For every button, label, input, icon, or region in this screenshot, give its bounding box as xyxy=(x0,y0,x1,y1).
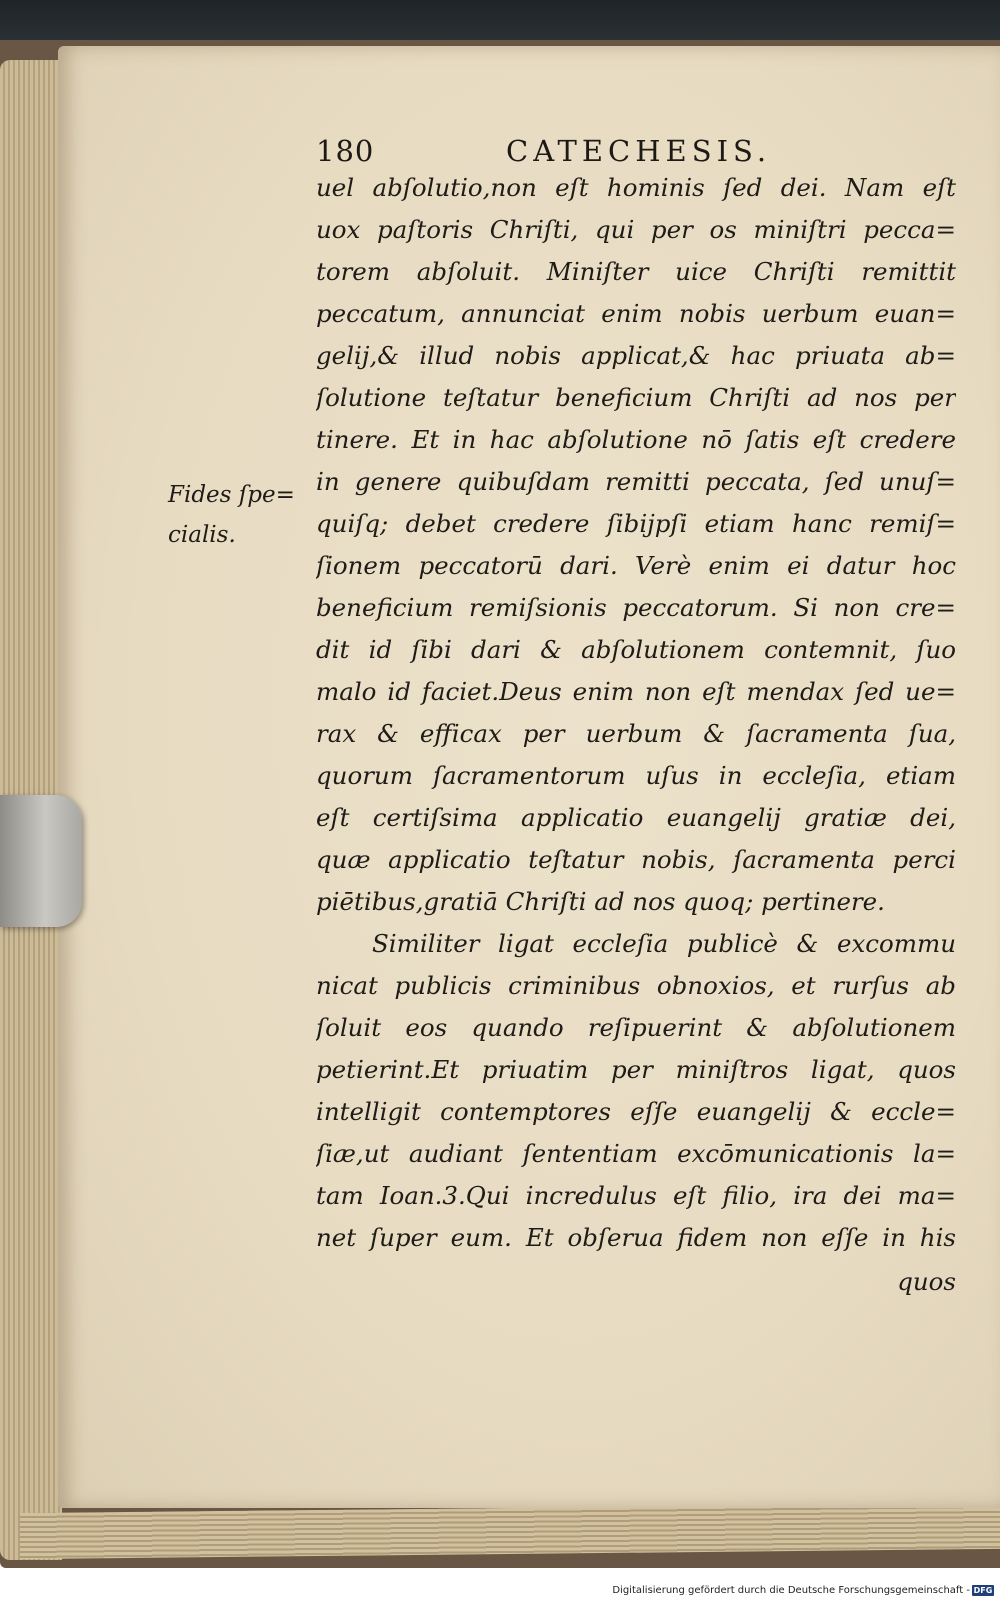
text-line: intelligit contemptores eſſe euangelij & eccle= xyxy=(316,1097,956,1126)
running-title: CATECHESIS. xyxy=(506,134,772,168)
page-number: 180 xyxy=(316,134,375,168)
page-clip xyxy=(0,795,82,927)
text-line: gelij,& illud nobis applicat,& hac priuata ab= xyxy=(316,341,956,370)
marginal-note-line-2: cialis. xyxy=(168,522,236,548)
funding-credit: Digitalisierung gefördert durch die Deutsche Forschungsgemeinschaft - xyxy=(612,1585,970,1596)
text-line: ſoluit eos quando reſipuerint & abſolutionem xyxy=(316,1013,956,1042)
text-line: malo id faciet.Deus enim non eſt mendax ſed ue= xyxy=(316,677,956,706)
text-line: tinere. Et in hac abſolutione nō ſatis eſt credere xyxy=(316,425,956,454)
text-line: dit id ſibi dari & abſolutionem contemnit, ſuo xyxy=(316,635,956,664)
text-line: ſolutione teſtatur beneficium Chriſti ad nos per xyxy=(316,383,956,412)
text-line: net ſuper eum. Et obſerua fidem non eſſe in his xyxy=(316,1223,956,1252)
marginal-note-line-1: Fides ſpe= xyxy=(168,482,295,508)
catchword: quos xyxy=(897,1267,956,1296)
text-line: peccatum, annunciat enim nobis uerbum euan= xyxy=(316,299,956,328)
text-line: quæ applicatio teſtatur nobis, ſacramenta perci xyxy=(316,845,956,874)
text-line: nicat publicis criminibus obnoxios, et rurſus ab xyxy=(316,971,956,1000)
text-line: piētibus,gratiā Chriſti ad nos quoq; pertinere. xyxy=(316,887,885,916)
text-line: Similiter ligat eccleſia publicè & excommu xyxy=(372,929,956,958)
text-line: quiſq; debet credere ſibijpſi etiam hanc remiſ= xyxy=(316,509,956,538)
text-line: uox paſtoris Chriſti, qui per os miniſtri pecca= xyxy=(316,215,956,244)
text-line: eſt certiſsima applicatio euangelij gratiæ dei, xyxy=(316,803,956,832)
text-line: tam Ioan.3.Qui incredulus eſt filio, ira dei ma= xyxy=(316,1181,956,1210)
text-line: rax & efficax per uerbum & ſacramenta ſua, xyxy=(316,719,956,748)
text-line: ſiæ,ut audiant ſententiam excōmunicationis la= xyxy=(316,1139,956,1168)
text-line: ſionem peccatorū dari. Verè enim ei datur hoc xyxy=(316,551,956,580)
text-line: in genere quibuſdam remitti peccata, ſed unuſ= xyxy=(316,467,956,496)
dfg-logo: DFG xyxy=(973,1586,993,1595)
text-line: beneficium remiſsionis peccatorum. Si non cre= xyxy=(316,593,956,622)
text-line: uel abſolutio,non eſt hominis ſed dei. Nam eſt xyxy=(316,173,956,202)
text-line: torem abſoluit. Miniſter uice Chriſti remittit xyxy=(316,257,956,286)
text-line: petierint.Et priuatim per miniſtros ligat, quos xyxy=(316,1055,956,1084)
text-line: quorum ſacramentorum uſus in eccleſia, etiam xyxy=(316,761,956,790)
